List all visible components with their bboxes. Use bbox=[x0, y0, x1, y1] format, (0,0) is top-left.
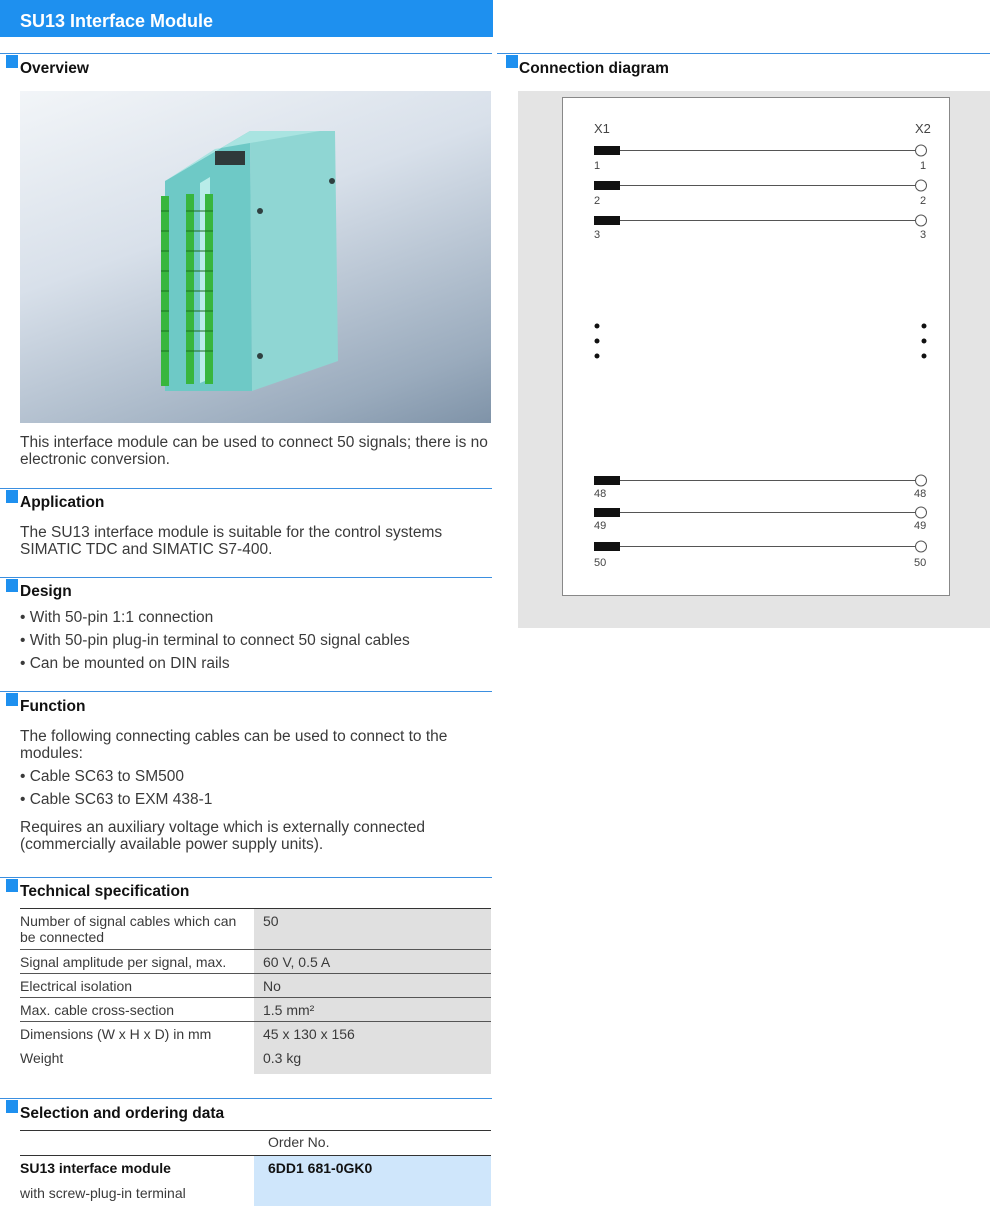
table-row bbox=[20, 998, 491, 1022]
list-item: • Cable SC63 to EXM 438-1 bbox=[20, 791, 213, 808]
spec-value: 60 V, 0.5 A bbox=[254, 950, 491, 974]
pin-label-left: 1 bbox=[594, 160, 601, 172]
diagram-rule bbox=[497, 53, 990, 54]
overview-heading: Overview bbox=[20, 60, 89, 77]
application-marker bbox=[6, 490, 18, 503]
function-marker bbox=[6, 693, 18, 706]
ellipsis-left bbox=[595, 324, 600, 359]
spec-label: Weight bbox=[20, 1049, 64, 1066]
connection-diagram bbox=[562, 97, 950, 596]
pin-label-right: 49 bbox=[914, 520, 927, 532]
overview-rule bbox=[0, 53, 492, 54]
pin-label-left: 3 bbox=[594, 229, 601, 241]
table-row bbox=[20, 1046, 491, 1074]
pin-label-right: 48 bbox=[914, 488, 927, 500]
page-title: SU13 Interface Module bbox=[20, 11, 214, 31]
application-text: The SU13 interface module is suitable for the control systems SIMATIC TDC and SIMATIC S7-400. bbox=[20, 524, 443, 558]
spec-label: Dimensions (W x H x D) in mm bbox=[20, 1026, 212, 1042]
spec-label: Max. cable cross-section bbox=[20, 1002, 175, 1018]
product-sub: with screw-plug-in terminal bbox=[20, 1185, 186, 1201]
list-item: • Can be mounted on DIN rails bbox=[20, 655, 230, 672]
product-name: SU13 interface module bbox=[20, 1160, 171, 1176]
wire-2 bbox=[594, 180, 927, 191]
spec-value: 1.5 mm² bbox=[254, 998, 491, 1022]
function-heading: Function bbox=[20, 698, 86, 715]
list-item: • With 50-pin plug-in terminal to connect 50 signal cables bbox=[20, 632, 410, 649]
pin-label-right: 1 bbox=[920, 160, 927, 172]
spec-label: Number of signal cables which can be connected bbox=[20, 913, 237, 945]
list-item: • Cable SC63 to SM500 bbox=[20, 768, 184, 785]
table-row bbox=[20, 1022, 491, 1046]
ordering-marker bbox=[6, 1100, 18, 1113]
pin-label-left: 2 bbox=[594, 195, 601, 207]
diagram-heading: Connection diagram bbox=[519, 60, 669, 77]
diagram-wires bbox=[563, 98, 951, 597]
table-row bbox=[20, 909, 491, 950]
function-note: Requires an auxiliary voltage which is externally connected (commercially available power supply units). bbox=[20, 819, 425, 853]
spec-label: Electrical isolation bbox=[20, 978, 133, 994]
pin-label-right: 2 bbox=[920, 195, 927, 207]
pin-label-left: 49 bbox=[594, 520, 607, 532]
wire-50 bbox=[594, 541, 927, 552]
ordering-top-rule bbox=[20, 1130, 491, 1131]
design-rule bbox=[0, 577, 492, 578]
overview-marker bbox=[6, 55, 18, 68]
tech-spec-heading: Technical specification bbox=[20, 883, 190, 900]
design-heading: Design bbox=[20, 583, 72, 600]
overview-text: This interface module can be used to connect 50 signals; there is no electronic conversion. bbox=[20, 434, 488, 468]
wire-1 bbox=[594, 145, 927, 156]
tech-spec-marker bbox=[6, 879, 18, 892]
application-heading: Application bbox=[20, 494, 105, 511]
ellipsis-right bbox=[922, 324, 927, 359]
order-no-header: Order No. bbox=[268, 1134, 330, 1150]
spec-label: Signal amplitude per signal, max. bbox=[20, 954, 227, 970]
spec-value: 0.3 kg bbox=[254, 1046, 491, 1074]
ordering-rule bbox=[0, 1098, 492, 1099]
spec-value: 45 x 130 x 156 bbox=[254, 1022, 491, 1046]
x1-label: X1 bbox=[594, 121, 610, 136]
table-row bbox=[20, 950, 491, 974]
x2-label: X2 bbox=[915, 121, 931, 136]
pin-label-right: 3 bbox=[920, 229, 927, 241]
pin-label-left: 50 bbox=[594, 557, 607, 569]
list-item: • With 50-pin 1:1 connection bbox=[20, 609, 214, 626]
wire-49 bbox=[594, 507, 927, 518]
function-rule bbox=[0, 691, 492, 692]
interface-module-icon bbox=[20, 91, 491, 423]
application-rule bbox=[0, 488, 492, 489]
design-marker bbox=[6, 579, 18, 592]
spec-value: 50 bbox=[254, 909, 491, 950]
wire-3 bbox=[594, 215, 927, 226]
diagram-marker bbox=[506, 55, 518, 68]
tech-spec-table bbox=[20, 908, 491, 1074]
pin-label-left: 48 bbox=[594, 488, 607, 500]
spec-value: No bbox=[254, 974, 491, 998]
tech-spec-rule bbox=[0, 877, 492, 878]
order-number: 6DD1 681-0GK0 bbox=[268, 1160, 373, 1176]
function-intro: The following connecting cables can be used to connect to the modules: bbox=[20, 728, 448, 762]
wire-48 bbox=[594, 475, 927, 486]
table-row bbox=[20, 974, 491, 998]
pin-label-right: 50 bbox=[914, 557, 927, 569]
product-photo bbox=[20, 91, 491, 423]
ordering-heading: Selection and ordering data bbox=[20, 1105, 225, 1122]
